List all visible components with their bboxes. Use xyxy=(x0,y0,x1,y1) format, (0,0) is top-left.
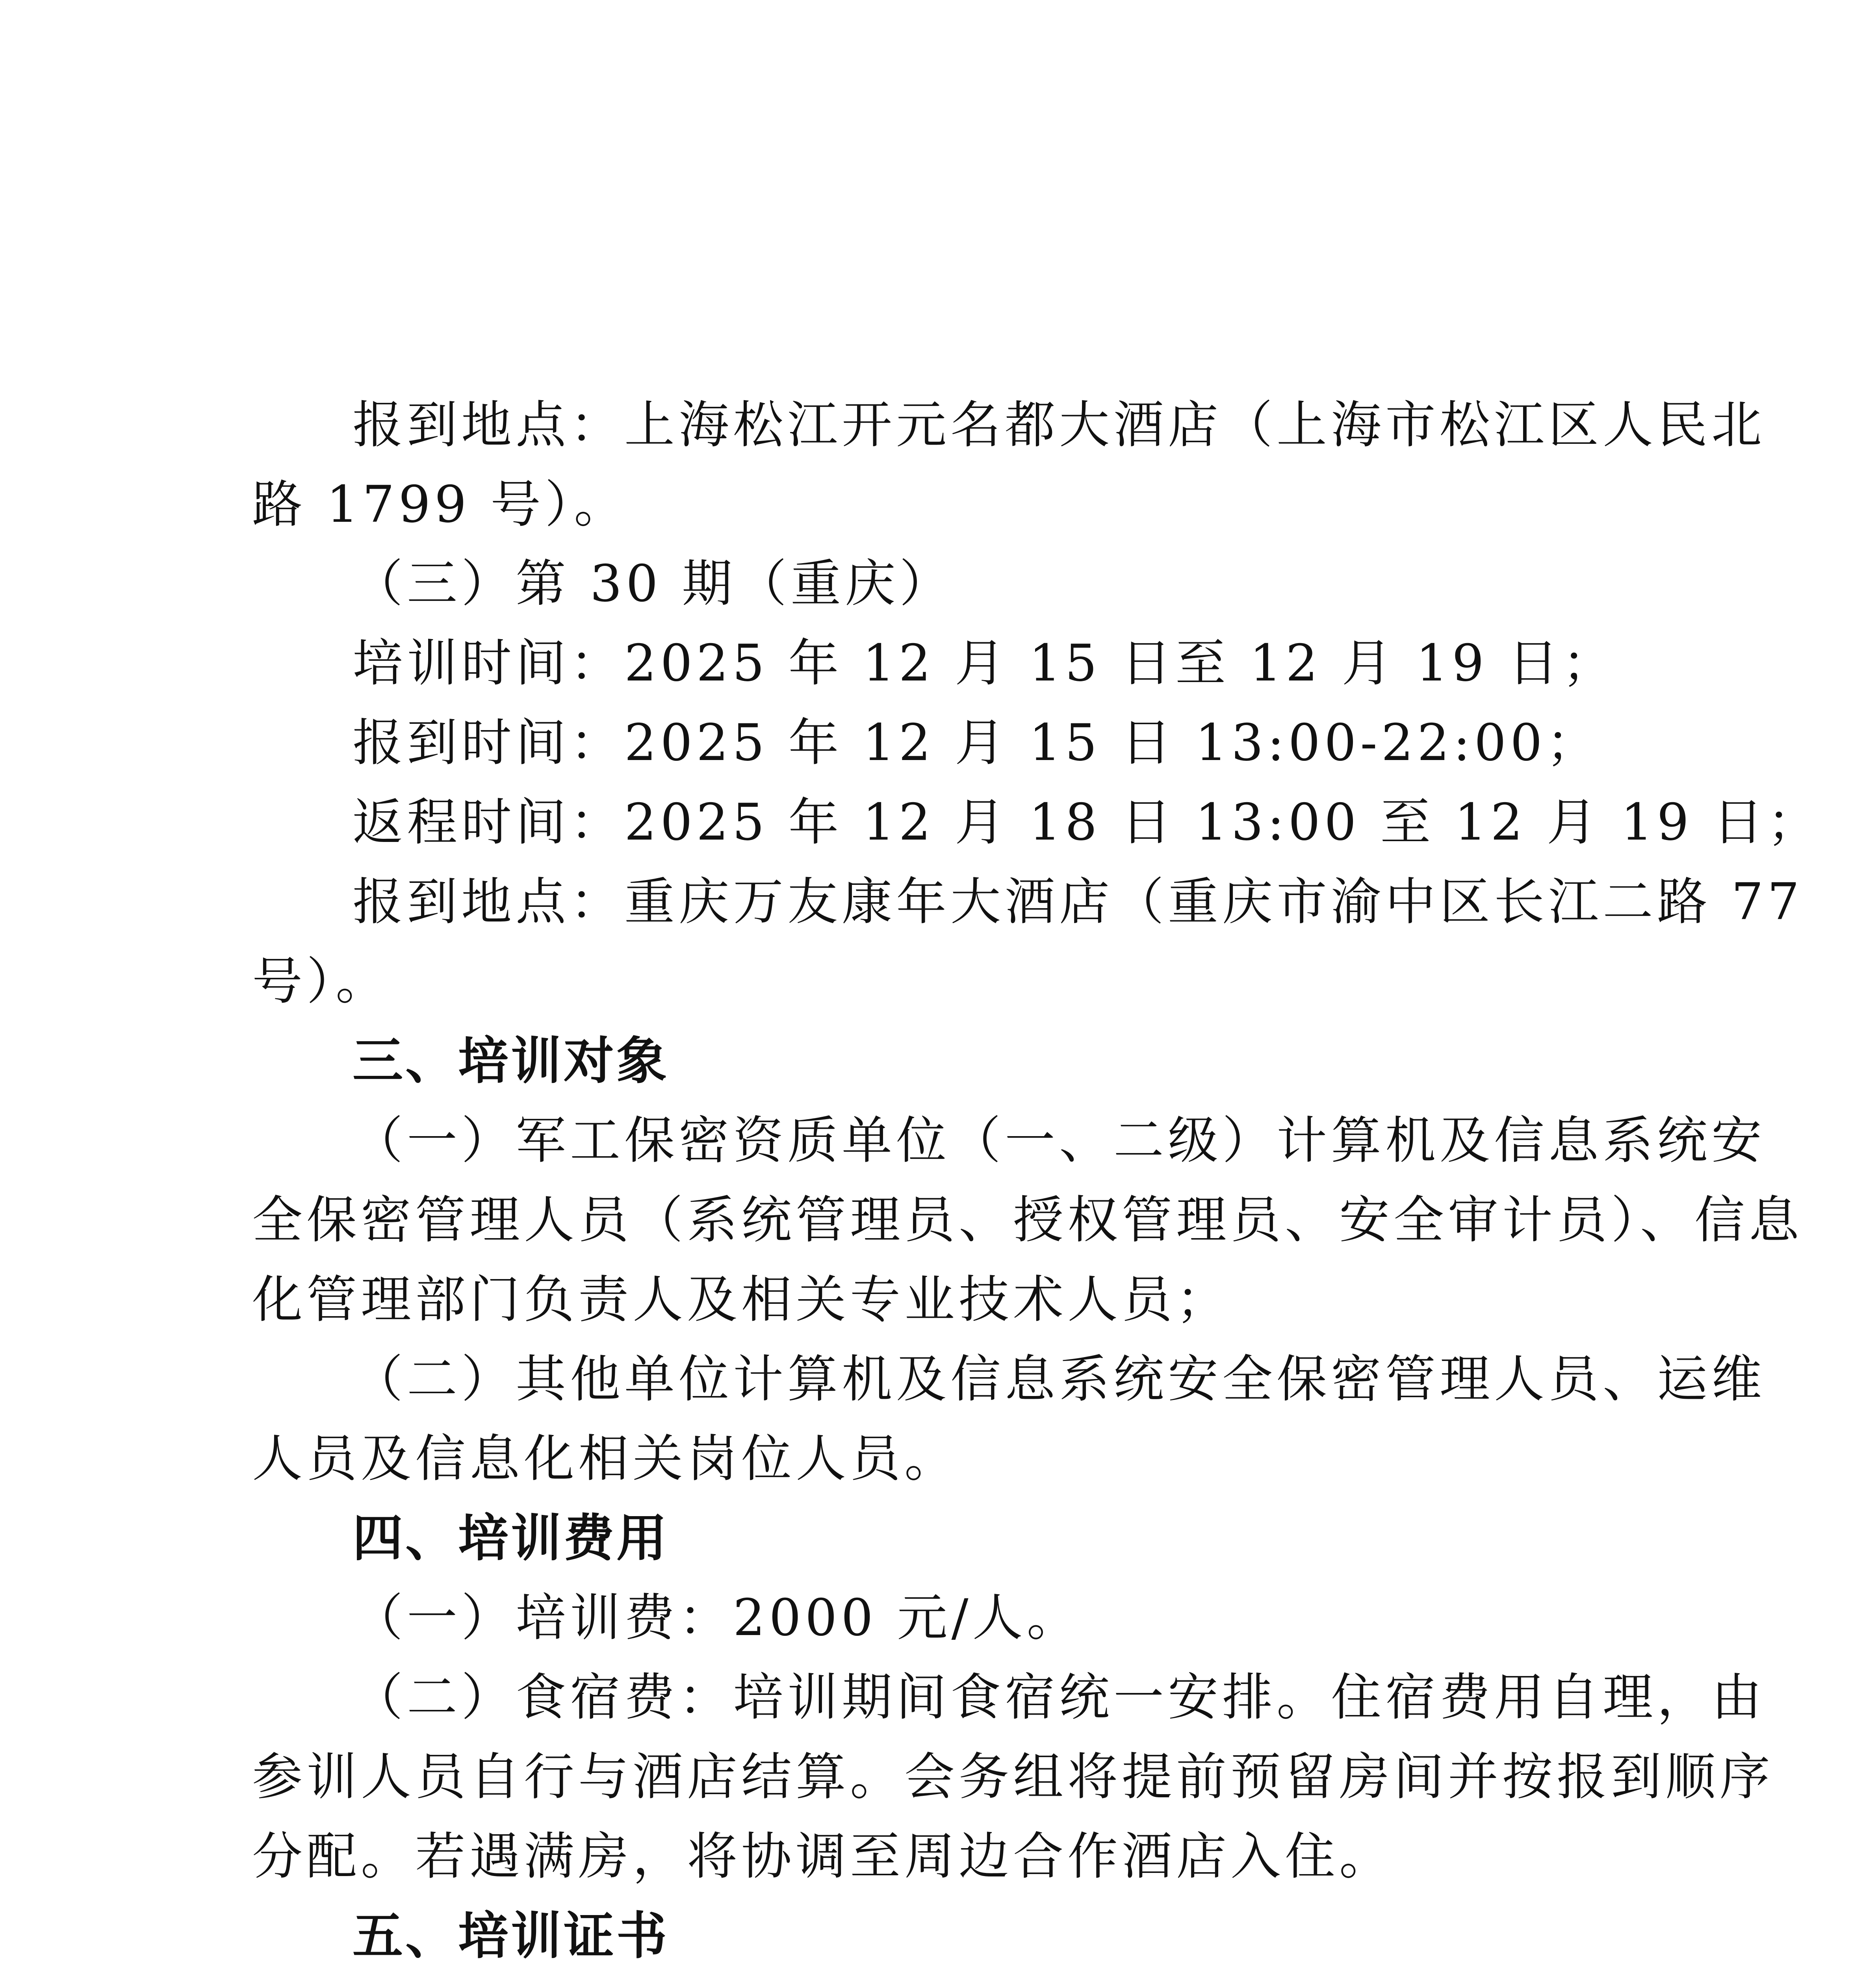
training-time-line: 培训时间：2025 年 12 月 15 日至 12 月 19 日； xyxy=(353,634,1617,693)
trainee-item-1-cont: 全保密管理人员（系统管理员、授权管理员、安全审计员）、信息 xyxy=(252,1191,1804,1250)
fee-item-1: （一）培训费：2000 元/人。 xyxy=(353,1589,1081,1647)
session-30-title: （三）第 30 期（重庆） xyxy=(353,554,954,613)
fee-item-2-cont: 参训人员自行与酒店结算。会务组将提前预留房间并按报到顺序 xyxy=(252,1748,1774,1806)
return-time-line: 返程时间：2025 年 12 月 18 日 13:00 至 12 月 19 日； xyxy=(353,793,1822,852)
registration-time-line: 报到时间：2025 年 12 月 15 日 13:00-22:00； xyxy=(353,714,1601,772)
registration-location-line-cont: 路 1799 号）。 xyxy=(252,475,629,534)
section-heading-fees: 四、培训费用 xyxy=(353,1509,670,1568)
section-heading-certificate: 五、培训证书 xyxy=(353,1907,670,1965)
trainee-item-2-cont: 人员及信息化相关岗位人员。 xyxy=(252,1429,959,1488)
trainee-item-1: （一）军工保密资质单位（一、二级）计算机及信息系统安 xyxy=(353,1111,1766,1170)
registration-location-line: 报到地点：上海松江开元名都大酒店（上海市松江区人民北 xyxy=(353,396,1766,454)
trainee-item-1-cont-2: 化管理部门负责人及相关专业技术人员； xyxy=(252,1270,1231,1329)
section-heading-trainees: 三、培训对象 xyxy=(353,1032,670,1090)
registration-location-line-2: 报到地点：重庆万友康年大酒店（重庆市渝中区长江二路 77 xyxy=(353,873,1804,931)
registration-location-line-2-cont: 号）。 xyxy=(252,952,390,1011)
trainee-item-2: （二）其他单位计算机及信息系统安全保密管理人员、运维 xyxy=(353,1350,1766,1409)
fee-item-2: （二）食宿费：培训期间食宿统一安排。住宿费用自理，由 xyxy=(353,1668,1766,1727)
fee-item-2-cont-2: 分配。若遇满房，将协调至周边合作酒店入住。 xyxy=(252,1827,1394,1886)
